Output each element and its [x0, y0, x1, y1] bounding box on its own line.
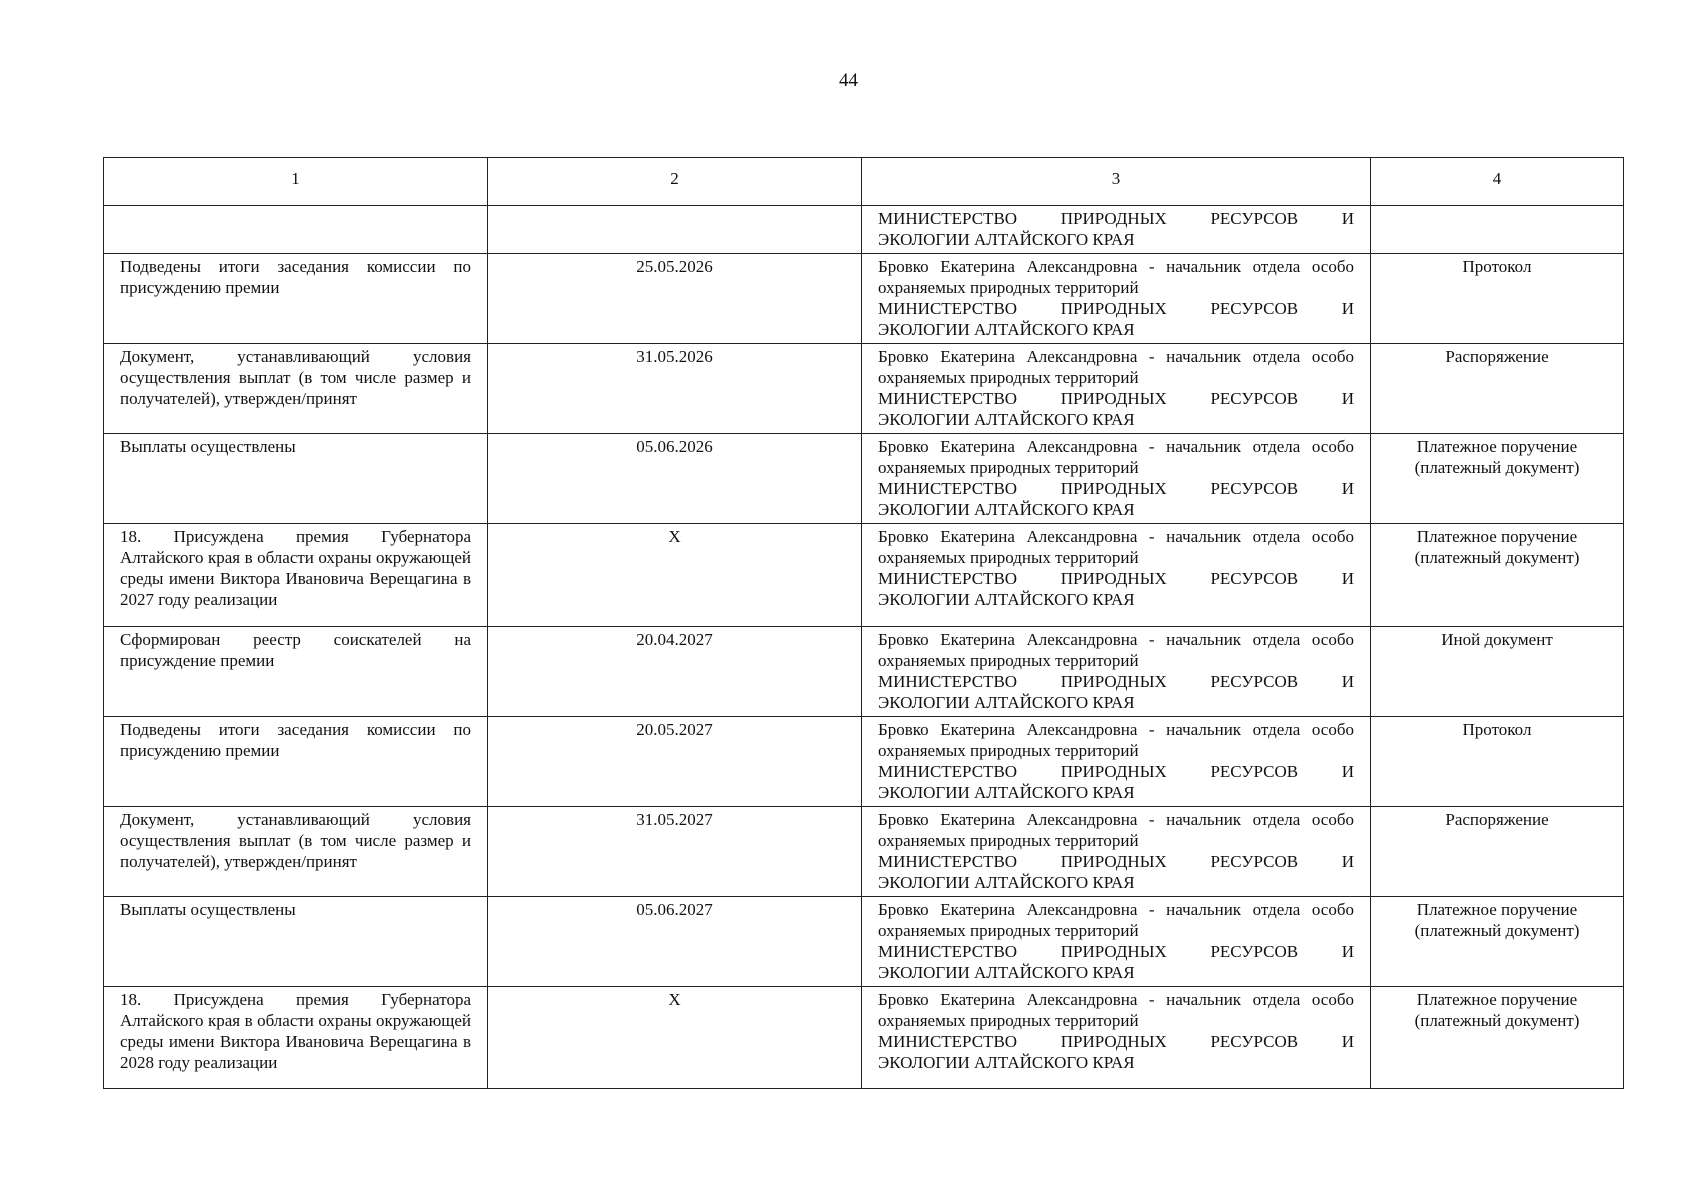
table-row: [104, 807, 1624, 897]
table-row: [104, 627, 1624, 717]
responsible-organization: МИНИСТЕРСТВО ПРИРОДНЫХ РЕСУРСОВ И: [878, 209, 1354, 228]
responsible-cell: [862, 807, 1371, 897]
table-row: [104, 206, 1624, 254]
event-cell: [104, 987, 488, 1089]
responsible-organization-cont: ЭКОЛОГИИ АЛТАЙСКОГО КРАЯ: [878, 693, 1135, 712]
responsible-cell: [862, 206, 1371, 254]
document-type: Платежное поручение (платежный документ): [1414, 437, 1580, 477]
document-type: Протокол: [1462, 720, 1532, 739]
responsible-cell: [862, 987, 1371, 1089]
column-header-2: 2: [488, 158, 862, 206]
document-cell: [1371, 807, 1624, 897]
responsible-organization: МИНИСТЕРСТВО ПРИРОДНЫХ РЕСУРСОВ И: [878, 672, 1354, 691]
header-row: [104, 158, 1624, 206]
date-text: 05.06.2027: [636, 900, 713, 919]
event-cell: [104, 344, 488, 434]
column-header-4: 4: [1371, 158, 1624, 206]
document-cell: [1371, 524, 1624, 627]
document-cell: [1371, 254, 1624, 344]
column-header-1: 1: [104, 158, 488, 206]
responsible-organization: МИНИСТЕРСТВО ПРИРОДНЫХ РЕСУРСОВ И: [878, 569, 1354, 588]
date-cell: [488, 344, 862, 434]
responsible-organization: МИНИСТЕРСТВО ПРИРОДНЫХ РЕСУРСОВ И: [878, 299, 1354, 318]
responsible-person: Бровко Екатерина Александровна - начальник отдела особо охраняемых природных территорий: [878, 810, 1354, 850]
responsible-organization: МИНИСТЕРСТВО ПРИРОДНЫХ РЕСУРСОВ И: [878, 762, 1354, 781]
date-cell: [488, 987, 862, 1089]
table-row: [104, 897, 1624, 987]
document-type: Протокол: [1462, 257, 1532, 276]
responsible-organization-cont: ЭКОЛОГИИ АЛТАЙСКОГО КРАЯ: [878, 1053, 1135, 1072]
responsible-cell: [862, 254, 1371, 344]
responsible-organization: МИНИСТЕРСТВО ПРИРОДНЫХ РЕСУРСОВ И: [878, 389, 1354, 408]
document-type: Иной документ: [1441, 630, 1553, 649]
event-text: Документ, устанавливающий условия осуществления выплат (в том числе размер и получателей), утвержден/принят: [120, 810, 471, 871]
date-text: 31.05.2026: [636, 347, 713, 366]
responsible-organization-cont: ЭКОЛОГИИ АЛТАЙСКОГО КРАЯ: [878, 783, 1135, 802]
responsible-cell: [862, 627, 1371, 717]
date-text: 20.04.2027: [636, 630, 713, 649]
responsible-organization-cont: ЭКОЛОГИИ АЛТАЙСКОГО КРАЯ: [878, 590, 1135, 609]
responsible-organization-cont: ЭКОЛОГИИ АЛТАЙСКОГО КРАЯ: [878, 963, 1135, 982]
plan-table: [103, 157, 1624, 1089]
event-cell: [104, 524, 488, 627]
responsible-organization: МИНИСТЕРСТВО ПРИРОДНЫХ РЕСУРСОВ И: [878, 1032, 1354, 1051]
responsible-person: Бровко Екатерина Александровна - начальник отдела особо охраняемых природных территорий: [878, 630, 1354, 670]
document-cell: [1371, 987, 1624, 1089]
event-text: 18. Присуждена премия Губернатора Алтайского края в области охраны окружающей среды имени Виктора Ивановича Верещагина в 2028 году реализации: [120, 990, 471, 1072]
event-cell: [104, 434, 488, 524]
event-text: Подведены итоги заседания комиссии по присуждению премии: [120, 720, 471, 760]
table-row: [104, 524, 1624, 627]
event-cell: [104, 254, 488, 344]
document-cell: [1371, 627, 1624, 717]
document-type: Платежное поручение (платежный документ): [1414, 527, 1580, 567]
document-cell: [1371, 206, 1624, 254]
responsible-person: Бровко Екатерина Александровна - начальник отдела особо охраняемых природных территорий: [878, 900, 1354, 940]
event-cell: [104, 807, 488, 897]
responsible-organization-cont: ЭКОЛОГИИ АЛТАЙСКОГО КРАЯ: [878, 320, 1135, 339]
event-cell: [104, 206, 488, 254]
date-text: X: [668, 990, 681, 1009]
event-text: Документ, устанавливающий условия осуществления выплат (в том числе размер и получателей), утвержден/принят: [120, 347, 471, 408]
date-cell: [488, 254, 862, 344]
responsible-cell: [862, 717, 1371, 807]
table-row: [104, 987, 1624, 1089]
responsible-person: Бровко Екатерина Александровна - начальник отдела особо охраняемых природных территорий: [878, 437, 1354, 477]
document-cell: [1371, 897, 1624, 987]
event-text: Подведены итоги заседания комиссии по присуждению премии: [120, 257, 471, 297]
date-text: 31.05.2027: [636, 810, 713, 829]
date-cell: [488, 627, 862, 717]
responsible-organization-cont: ЭКОЛОГИИ АЛТАЙСКОГО КРАЯ: [878, 873, 1135, 892]
event-text: Выплаты осуществлены: [120, 437, 296, 456]
document-type: Распоряжение: [1445, 810, 1549, 829]
responsible-person: Бровко Екатерина Александровна - начальник отдела особо охраняемых природных территорий: [878, 720, 1354, 760]
date-cell: [488, 524, 862, 627]
event-text: Сформирован реестр соискателей на присуждение премии: [120, 630, 471, 670]
table-row: [104, 254, 1624, 344]
event-text: 18. Присуждена премия Губернатора Алтайского края в области охраны окружающей среды имени Виктора Ивановича Верещагина в 2027 году реализации: [120, 527, 471, 609]
responsible-cell: [862, 344, 1371, 434]
document-type: Распоряжение: [1445, 347, 1549, 366]
date-text: X: [668, 527, 681, 546]
responsible-organization-cont: ЭКОЛОГИИ АЛТАЙСКОГО КРАЯ: [878, 230, 1135, 249]
responsible-organization: МИНИСТЕРСТВО ПРИРОДНЫХ РЕСУРСОВ И: [878, 942, 1354, 961]
date-cell: [488, 807, 862, 897]
responsible-person: Бровко Екатерина Александровна - начальник отдела особо охраняемых природных территорий: [878, 257, 1354, 297]
responsible-person: Бровко Екатерина Александровна - начальник отдела особо охраняемых природных территорий: [878, 990, 1354, 1030]
date-text: 20.05.2027: [636, 720, 713, 739]
responsible-cell: [862, 524, 1371, 627]
event-text: Выплаты осуществлены: [120, 900, 296, 919]
responsible-organization-cont: ЭКОЛОГИИ АЛТАЙСКОГО КРАЯ: [878, 410, 1135, 429]
event-cell: [104, 717, 488, 807]
responsible-cell: [862, 434, 1371, 524]
responsible-person: Бровко Екатерина Александровна - начальник отдела особо охраняемых природных территорий: [878, 527, 1354, 567]
date-cell: [488, 897, 862, 987]
document-cell: [1371, 434, 1624, 524]
responsible-organization: МИНИСТЕРСТВО ПРИРОДНЫХ РЕСУРСОВ И: [878, 479, 1354, 498]
document-cell: [1371, 344, 1624, 434]
document-cell: [1371, 717, 1624, 807]
document-type: Платежное поручение (платежный документ): [1414, 900, 1580, 940]
event-cell: [104, 627, 488, 717]
date-text: 25.05.2026: [636, 257, 713, 276]
date-cell: [488, 717, 862, 807]
responsible-organization: МИНИСТЕРСТВО ПРИРОДНЫХ РЕСУРСОВ И: [878, 852, 1354, 871]
date-cell: [488, 206, 862, 254]
responsible-person: Бровко Екатерина Александровна - начальник отдела особо охраняемых природных территорий: [878, 347, 1354, 387]
responsible-cell: [862, 897, 1371, 987]
event-cell: [104, 897, 488, 987]
table-row: [104, 717, 1624, 807]
responsible-organization-cont: ЭКОЛОГИИ АЛТАЙСКОГО КРАЯ: [878, 500, 1135, 519]
document-type: Платежное поручение (платежный документ): [1414, 990, 1580, 1030]
date-text: 05.06.2026: [636, 437, 713, 456]
table-row: [104, 434, 1624, 524]
page-number: 44: [839, 70, 858, 91]
date-cell: [488, 434, 862, 524]
column-header-3: 3: [862, 158, 1371, 206]
table-row: [104, 344, 1624, 434]
